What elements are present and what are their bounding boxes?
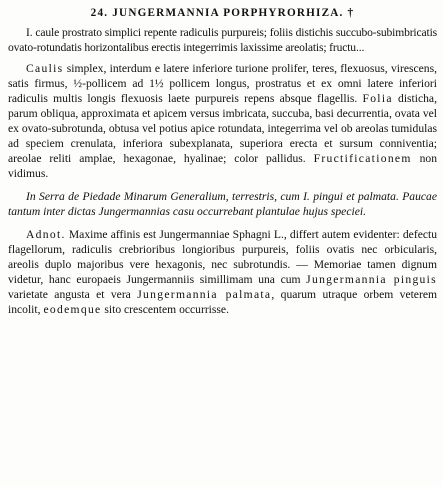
habitat-paragraph: In Serra de Piedade Minarum Generalium, terrestris, cum I. pingui et palmata. Paucae tantum inter dictas Jungermannias casu occurrebant plantulae hujus speciei.	[8, 190, 437, 218]
description-part-1: simplex, interdum e latere inferiore turione prolifer, teres, flexuosus, virescens, satis firmus, ½-pollicem ad 1½ pollicem longus, prostratus et ex omni latere inferiori radiculis multis longis flexuosis laete purpureis repens absque flagellis.	[8, 62, 437, 105]
adnot-text-3: , quarum utraque orbem veterem incolit,	[8, 288, 437, 316]
folia-term: Folia	[362, 92, 393, 105]
jungermannia-palmata-term: Jungermannia palmata	[137, 288, 272, 301]
description-paragraph	[8, 61, 437, 181]
description-part-2: disticha, parum obliqua, approximata et apicem versus imbricata, succuba, basi decurrentia, ovata vel ex ovato-subrotunda, obtusa vel potius apice rotundata, integerrima vel ob areolas tumidulas ad speciem crenulata, inferiora subexplanata, superiora erecta et sursum conniventia; areolae reliti amplae, hexagonae, hyalinae; color pallidus.	[8, 92, 437, 165]
eodemque-term: eodemque	[43, 303, 102, 316]
adnot-text-1: Maxime affinis est Jungermanniae Sphagni L., differt autem evidenter: defectu flagellorum, radiculis crebrioribus longioribus purpureis, foliis ovatis nec orbicularis, areolis duplo majoribus vere hexagonis, nec subrotundis. — Memoriae tamen dignum videtur, hanc europaeis Jungermanniis simillimam una cum	[8, 228, 437, 286]
adnot-text-4: sito crescentem occurrisse.	[104, 303, 229, 316]
species-title: JUNGERMANNIA PORPHYRORHIZA.	[112, 7, 344, 19]
jungermannia-pinguis-term: Jungermannia pinguis	[306, 273, 437, 286]
species-heading	[8, 6, 437, 21]
dagger-mark: †	[347, 7, 355, 19]
diagnosis-paragraph: I. caule prostrato simplici repente radiculis purpureis; foliis distichis succubo-subimbricatis ovato-rotundatis horizontalibus erectis integerrimis laxissime areolatis; fructu...	[8, 26, 437, 54]
species-number: 24.	[90, 7, 109, 19]
description-part-3: non vidimus.	[8, 152, 438, 180]
adnot-text-2: varietate angusta et vera	[8, 288, 131, 301]
adnotation-paragraph	[8, 227, 437, 317]
caulis-term: Caulis	[26, 62, 64, 75]
fructificatio-term: Fructificationem	[313, 152, 412, 165]
adnot-label: Adnot.	[26, 228, 66, 241]
